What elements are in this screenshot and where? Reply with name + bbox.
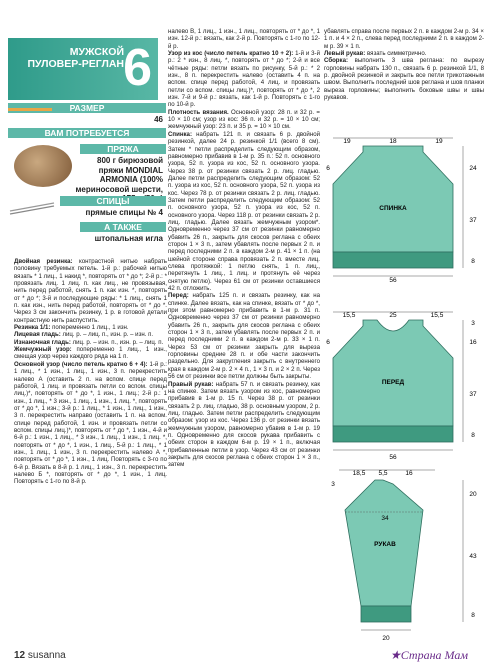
paragraph: Основной узор (число петель кратно 6 + 4): 1-й р.: 1 лиц., * 1 изн., 1 лиц., 1 изн., 3 п. перекрестить налево А (оставить 2 п. на вспом. спице перед работой, 1 лиц. и провязать петли со вспом. спицы лиц.)*, повторять от * до *, 1 изн., 1 лиц.; 2-й р.: 1 изн., 1 лиц., * 3 изн., 1 лиц., 1 изн., 1 лиц. *, повторять от * до *, 1 изн.; 3-й р.: 1 лиц., * 1 изн., 1 лиц., 1 изн., 3 п. перекрестить направо (оставить 1 п. на вспом. спице перед работой, 1 изн. и провязать петли со вспом. спицы лиц.)*, повторять от * до *, 1 изн., 4-й и 6-й р.: 1 изн., 1 лиц., * 3 изн., 1 лиц., 1 изн., 1 лиц. *, повторять от * до *, 1 изн., 1 лиц., 5-й р.: 1 лиц., * 1 изн., 1 лиц., 1 изн., 3 п. перекрестить налево А *, повторять от * до *, 1 изн., 1 лиц. Повторять с 3-го по 6-й р. Вязать в 8-й р. 1 лиц., 1 изн., 3 п. перекрестить налево Б *, повторять от * до *, 1 изн., 1 лиц. Повторять с 1-го по 8-й р. [14,360,167,486]
dimension-label: 56 [389,454,397,461]
size-header: РАЗМЕР [8,103,166,113]
dimension-label: 16 [405,470,413,477]
instructions-column-1 [14,258,167,486]
dimension-label: 56 [389,277,397,282]
paragraph: Правый рукав: набрать 57 п. и связать резинку, как на спинке. Затем вязать узором из кос, равномерно прибавив в 1-м р. 15 п. Через 38 р. от резинки связать 2 р. лиц. гладью, 38 р. основным узором, 2 р. лиц. гладью. Затем петли распределить следующим образом: узор из кос. Через 136 р. от резинки вязать жемчужным узором, равномерно убавив в 1-м р. 19 п. Одновременно для скосов рукава прибавить с обеих сторон в каждом 6-м р. 19 × 1 п., включая прибавленные петли в узор. Через 43 см от резинки закрыть для скосов реглана с обеих сторон 1 × 3 п., затем [168,380,320,469]
sleeve-schematic [325,466,493,648]
front-shape [333,320,453,426]
paragraph: Плотность вязания. Основной узор: 28 п. и 32 р. = 10 × 10 см; узор из кос: 36 п. и 32 р. = 10 × 10 см; жемчужный узор: 23 п. и 35 р. = 10 × 10 см. [168,108,320,131]
pattern-number: 6 [123,39,152,97]
pattern-title: МУЖСКОЙ ПУЛОВЕР-РЕГЛАН [27,46,124,70]
dimension-label: 34 [381,515,389,522]
paragraph: Левый рукав: вязать симметрично. [324,50,427,58]
back-shape [333,146,453,252]
sleeve-ribbing [361,606,411,622]
dimension-label: 37 [469,391,477,398]
dimension-label: 6 [326,339,330,346]
dimension-label: 8 [471,612,475,619]
front-label: ПЕРЕД [381,379,405,386]
page-number: 12 [14,650,26,661]
dimension-label: 18 [389,138,397,145]
back-label: СПИНКА [379,205,407,212]
paragraph: Двойная резинка: контрастной нитью набрать половину требуемых петель. 1-й р.: рабочей нитью вязать * 1 лиц., 1 накид *, повторять от * до *; 2-й р.: * провязать лиц. 1 лиц. п. как лиц., не провязывая, нить перед работой, снять 1 п. как изн. *, повторять от * до *; 3-й и последующие ряды: * 1 лиц., снять 1 п. как изн., нить перед работой, повторять от * до *. Через 3 см закончить резинку, 1 р. в готовой детали контрастную нить распустить. [14,258,167,324]
title-banner [8,38,158,100]
instructions-column-2 [168,28,320,469]
paragraph: Спинка: набрать 121 п. и связать 6 р. двойной резинкой, далее 24 р. резинкой 1/1 (всего 8 см). Затем * петли распределить следующим образом, равномерно прибавив в 1-м р. 35 п.: 52 п. основного узора, 52 п. узора из кос, 52 п. основного узора. Через 38 р. от резинки связать 2 р. лиц. гладью. Далее петли распределить следующим образом: 52 п. узора из кос, 52 п. основного узора, 52 п. узора из кос. Через 78 р. от резинки связать 2 р. лиц. гладью. Затем петли распределить следующим образом: 52 п. основного узора, 52 п. узора из кос, 52 п. основного узора. Через 118 р. от резинки связать 2 р. лиц. гладью. Далее вязать жемчужным узором*. Одновременно через 37 см от резинки равномерно убавить 26 п., закрыть для скосов реглана с обеих сторон 1 × 3 п., затем убавлять после первых 2 п. и перед последними 2 п. в каждом 2-м р. 41 × 1 п. (на шейной стороне справа провязать 2 п. вместе лиц. слева протяжкой: 1 петлю снять, 1 п. лиц., перетянуть 1 лиц., 1 лиц. и протянуть её через снятую петлю). Через 61 см от резинки оставшиеся 42 п. отложить. [168,130,320,293]
paragraph: Сборка: выполнить 3 шва реглана: по вырезу горловины набрать 130 п., связать 6 р. резинкой 1/1, 8 р. двойной резинкой и закрыть все петли трикотажным швом. Выполнить последний шов реглана и шов планки выреза горловины; выполнить боковые швы и швы рукавов. [324,57,484,102]
dimension-label: 8 [471,258,475,265]
yarn-value: 800 г бирюзовой пряжи MONDIAL ARMONIA (100% мериносовой шерсти, [75,156,163,194]
paragraph: Лицевая гладь: лиц. р. – лиц. п., изн. р. – изн. п. [14,331,154,339]
dimension-label: 24 [469,165,477,172]
front-schematic [325,308,493,463]
plus-value: штопальная игла [94,234,163,243]
pattern-info-panel [0,0,167,253]
yarn-ball-icon [14,145,72,187]
yarn-header: ПРЯЖА [80,144,166,154]
dimension-label: 6 [326,165,330,172]
paragraph: Изнаночная гладь: лиц. р. – изн. п., изн. р. – лиц. п. [14,338,164,346]
dimension-label: 20 [382,635,390,642]
needles-header: СПИЦЫ [60,196,166,206]
watermark-logo: ★Страна Мам [390,648,469,662]
size-bar-decoration [8,108,52,111]
back-schematic [325,132,493,282]
paragraph: Резинка 1/1: попеременно 1 лиц., 1 изн. [14,324,129,332]
dimension-label: 15,5 [430,312,444,319]
dimension-label: 20 [469,491,477,498]
dimension-label: 5,5 [378,470,388,477]
dimension-label: 19 [343,138,351,145]
plus-header: А ТАКЖЕ [80,222,166,232]
back-ribbing [333,252,453,268]
sleeve-label: РУКАВ [374,541,396,548]
paragraph: убавлять справа после первых 2 п. в каждом 2-м р. 34 × 1 п. и 4 × 2 п., слева перед последними 2 п. в каждом 2-м р. 39 × 1 п. [324,28,484,50]
dimension-label: 37 [469,217,477,224]
size-value: 46 [154,115,163,124]
dimension-label: 8 [471,432,475,439]
paragraph: Перед: набрать 125 п. и связать резинку, как на спинке. Далее вязать, как на спинке, вязать от * до *, при этом равномерно прибавить в 1-м р. 31 п. Одновременно через 37 см от резинки равномерно убавить 26 п., закрыть для скосов реглана с обеих сторон 1 × 3 п., затем убавлять после первых 2 п. и перед последними 2 п. в каждом 2-м р. 33 × 1 п. Через 53 см от резинки закрыть для выреза горловины средние 28 п. и обе части закончить раздельно. Для закругления закрыть с внутреннего края в каждом 2-м р. 2 × 4 п., 1 × 3 п. и 2 × 2 п. Через 56 см от резинки все петли должны быть закрыты. [168,292,320,381]
dimension-label: 3 [331,481,335,488]
dimension-label: 19 [435,138,443,145]
dimension-label: 3 [471,320,475,327]
needles-value: прямые спицы № 4 [85,208,163,217]
page-footer [14,650,66,661]
dimension-label: 18,5 [352,470,366,477]
paragraph: Узор из кос (число петель кратно 10 + 2): 1-й и 3-й р.: 2 * изн., 8 лиц. *, повторять от * до *; 2-й и все чётные ряды: петли вязать по рисунку, 5-й р.: * 2 изн., 8 п. перекрестить налево (оставить 4 п. на вспом. спице перед работой, 4 лиц. и провязать петли со вспом. спицы лиц.)*, повторять от * до *, 2 изн. 7-й и 9-й р.: вязать, как 1-й р. Повторять с 1-го по 10-й р. [168,50,320,109]
front-ribbing [333,426,453,442]
dimension-label: 43 [469,553,477,560]
dimension-label: 16 [469,339,477,346]
magazine-name: susanna [27,650,66,661]
instructions-column-3 [324,28,484,101]
dimension-label: 25 [389,312,397,319]
needed-header: ВАМ ПОТРЕБУЕТСЯ [8,128,166,138]
dimension-label: 15,5 [342,312,356,319]
paragraph: налево В, 1 лиц., 1 изн., 1 лиц., повторять от * до *, 1 изн. 12-й р.: вязать, как 2-й р. Повторять с 1-го по 12-й р. [168,28,320,50]
paragraph: Жемчужный узор: попеременно 1 лиц., 1 изн., смещая узор через каждого ряда на 1 п. [14,346,167,361]
